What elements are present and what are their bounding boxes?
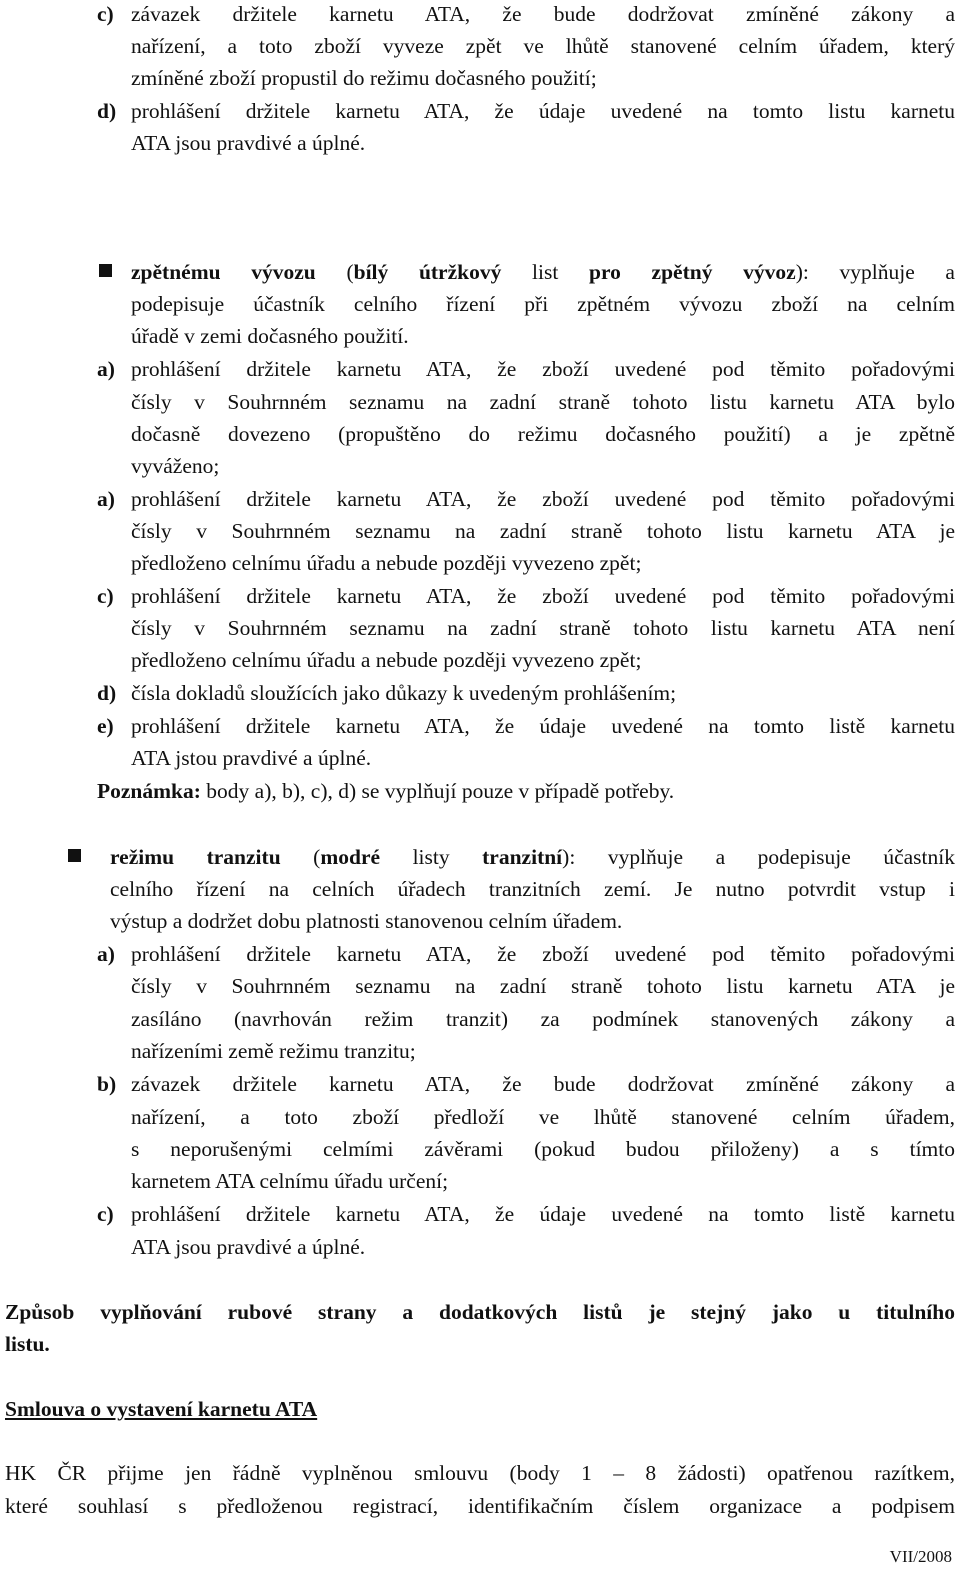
text-line: zmíněné zboží propustil do režimu dočasného použití; bbox=[131, 66, 597, 90]
text-line: předloženo celnímu úřadu a nebude později vyvezeno zpět; bbox=[131, 551, 642, 575]
item-label: c) bbox=[97, 1202, 114, 1226]
text-line: závazek držitele karnetu ATA, že bude dodržovat zmíněné zákony a bbox=[131, 2, 955, 26]
text-line: které souhlasí s předloženou registrací, identifikačním číslem organizace a podpisem bbox=[5, 1494, 955, 1518]
text-line: předloženo celnímu úřadu a nebude později vyvezeno zpět; bbox=[131, 648, 642, 672]
item-label: c) bbox=[97, 584, 114, 608]
text-line: nařízení, a toto zboží vyveze zpět ve lhůtě stanovené celním úřadem, který bbox=[131, 34, 955, 58]
text-line: HK ČR přijme jen řádně vyplněnou smlouvu (body 1 – 8 žádosti) opatřenou razítkem, bbox=[5, 1461, 955, 1485]
text-line: závazek držitele karnetu ATA, že bude dodržovat zmíněné zákony a bbox=[131, 1072, 955, 1096]
text-line: čísly v Souhrnném seznamu na zadní straně tohoto listu karnetu ATA je bbox=[131, 974, 955, 998]
item-label: a) bbox=[97, 487, 115, 511]
text-line: ATA jsou pravdivé a úplné. bbox=[131, 1235, 366, 1259]
section-heading: Smlouva o vystavení karnetu ATA bbox=[5, 1397, 318, 1421]
text-line: celního řízení na celních úřadech tranzitních zemí. Je nutno potvrdit vstup i bbox=[110, 877, 955, 901]
item-label: a) bbox=[97, 942, 115, 966]
text-line: prohlášení držitele karnetu ATA, že zboží uvedené pod těmito pořadovými bbox=[131, 357, 955, 381]
bold-statement: listu. bbox=[5, 1332, 50, 1356]
text-line: zasíláno (navrhován režim tranzit) za podmínek stanovených zákony a bbox=[131, 1007, 955, 1031]
text-line: podepisuje účastník celního řízení při zpětném vývozu zboží na celním bbox=[131, 292, 955, 316]
text-line: prohlášení držitele karnetu ATA, že údaje uvedené na tomto listu karnetu bbox=[131, 99, 955, 123]
text-line: prohlášení držitele karnetu ATA, že zboží uvedené pod těmito pořadovými bbox=[131, 487, 955, 511]
text-line: čísly v Souhrnném seznamu na zadní straně tohoto listu karnetu ATA bylo bbox=[131, 390, 955, 414]
text-line: nařízení, a toto zboží předloží ve lhůtě stanovené celním úřadem, bbox=[131, 1105, 955, 1129]
text-line: výstup a dodržet dobu platnosti stanovenou celním úřadem. bbox=[110, 909, 623, 933]
text-line: čísly v Souhrnném seznamu na zadní straně tohoto listu karnetu ATA je bbox=[131, 519, 955, 543]
item-label: e) bbox=[97, 714, 114, 738]
text-line: s neporušenými celmími závěrami (pokud budou přiloženy) a s tímto bbox=[131, 1137, 955, 1161]
text-line: ATA jstou pravdivé a úplné. bbox=[131, 746, 372, 770]
text-line: ATA jsou pravdivé a úplné. bbox=[131, 131, 366, 155]
text-line: prohlášení držitele karnetu ATA, že zboží uvedené pod těmito pořadovými bbox=[131, 942, 955, 966]
section-title: režimu tranzitu (modré listy tranzitní): vyplňuje a podepisuje účastník bbox=[110, 845, 955, 869]
text-line: čísly v Souhrnném seznamu na zadní straně tohoto listu karnetu ATA není bbox=[131, 616, 955, 640]
text-line: nařízeními země režimu tranzitu; bbox=[131, 1039, 416, 1063]
bold-statement: Způsob vyplňování rubové strany a dodatkových listů je stejný jako u titulního bbox=[5, 1300, 955, 1324]
text-line: karnetem ATA celnímu úřadu určení; bbox=[131, 1169, 449, 1193]
bullet-square-icon bbox=[99, 264, 112, 277]
page-footer: VII/2008 bbox=[889, 1547, 952, 1566]
note: Poznámka: body a), b), c), d) se vyplňují pouze v případě potřeby. bbox=[97, 779, 675, 803]
text-line: prohlášení držitele karnetu ATA, že údaje uvedené na tomto listě karnetu bbox=[131, 1202, 955, 1226]
text-line: prohlášení držitele karnetu ATA, že údaje uvedené na tomto listě karnetu bbox=[131, 714, 955, 738]
item-label: d) bbox=[97, 99, 117, 123]
item-label: d) bbox=[97, 681, 117, 705]
item-label: a) bbox=[97, 357, 115, 381]
item-label: c) bbox=[97, 2, 114, 26]
section-title: zpětnému vývozu (bílý útržkový list pro zpětný vývoz): vyplňuje a bbox=[131, 260, 955, 284]
text-line: vyváženo; bbox=[131, 454, 220, 478]
bullet-square-icon bbox=[68, 849, 81, 862]
text-line: čísla dokladů sloužících jako důkazy k uvedeným prohlášením; bbox=[131, 681, 677, 705]
text-line: dočasně dovezeno (propuštěno do režimu dočasného použití) a je zpětně bbox=[131, 422, 955, 446]
item-label: b) bbox=[97, 1072, 117, 1096]
text-line: úřadě v zemi dočasného použití. bbox=[131, 324, 409, 348]
text-line: prohlášení držitele karnetu ATA, že zboží uvedené pod těmito pořadovými bbox=[131, 584, 955, 608]
